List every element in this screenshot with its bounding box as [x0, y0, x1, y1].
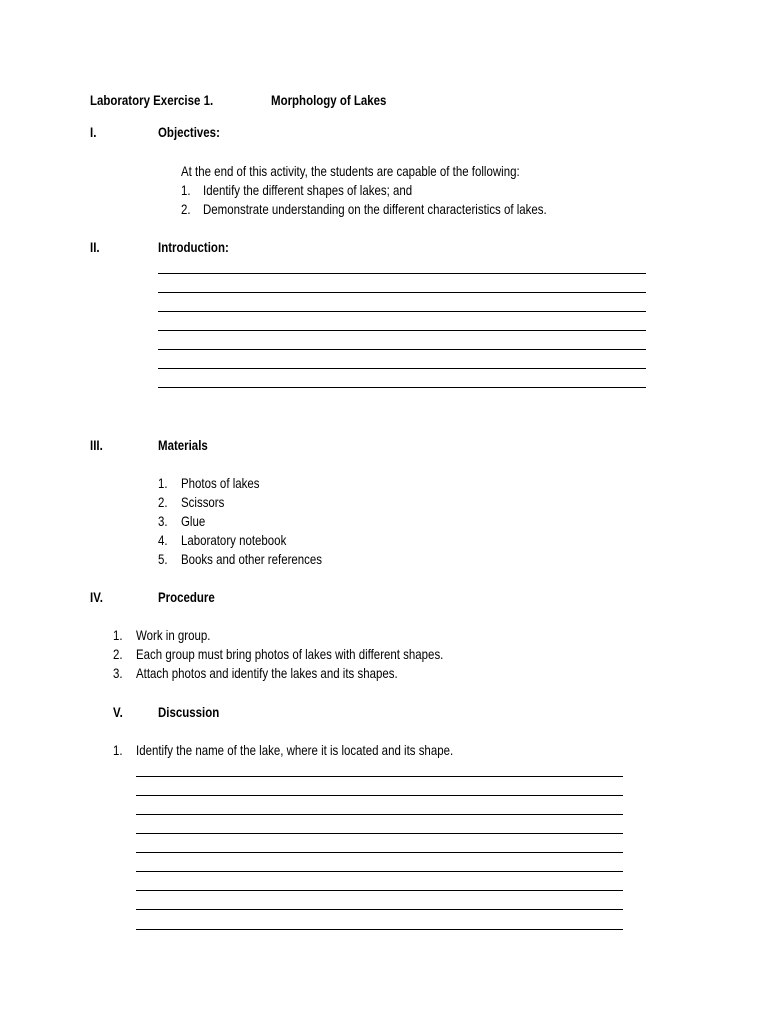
page-title: Morphology of Lakes — [271, 92, 387, 108]
answer-line — [136, 814, 623, 815]
answer-line — [136, 852, 623, 853]
list-item-number: 1. — [113, 627, 123, 643]
answer-line — [136, 833, 623, 834]
list-item-number: 1. — [181, 182, 191, 198]
list-item: Books and other references — [181, 551, 323, 567]
answer-line — [158, 349, 646, 350]
section-heading-discussion: Discussion — [158, 704, 220, 720]
answer-line — [158, 292, 646, 293]
list-item: Identify the different shapes of lakes; and — [203, 182, 413, 198]
answer-line — [158, 311, 646, 312]
list-item-number: 1. — [158, 475, 168, 491]
answer-line — [136, 890, 623, 891]
objectives-intro: At the end of this activity, the students are capable of the following: — [181, 163, 520, 179]
answer-line — [158, 330, 646, 331]
list-item: Attach photos and identify the lakes and its shapes. — [136, 665, 398, 681]
exercise-label: Laboratory Exercise 1. — [90, 92, 214, 108]
answer-line — [158, 368, 646, 369]
answer-line — [136, 795, 623, 796]
answer-line — [136, 776, 623, 777]
answer-line — [136, 909, 623, 910]
list-item-number: 3. — [113, 665, 123, 681]
list-item: Each group must bring photos of lakes with different shapes. — [136, 646, 444, 662]
list-item-number: 2. — [181, 201, 191, 217]
answer-line — [136, 871, 623, 872]
list-item-number: 4. — [158, 532, 168, 548]
list-item-number: 2. — [158, 494, 168, 510]
answer-line — [136, 929, 623, 930]
list-item-number: 5. — [158, 551, 168, 567]
section-numeral-discussion: V. — [113, 704, 123, 720]
answer-line — [158, 273, 646, 274]
list-item-number: 1. — [113, 742, 123, 758]
list-item: Laboratory notebook — [181, 532, 287, 548]
list-item: Work in group. — [136, 627, 211, 643]
section-numeral-materials: III. — [90, 437, 103, 453]
list-item: Glue — [181, 513, 206, 529]
section-numeral-procedure: IV. — [90, 589, 103, 605]
section-heading-procedure: Procedure — [158, 589, 215, 605]
answer-line — [158, 387, 646, 388]
section-numeral-objectives: I. — [90, 124, 97, 140]
list-item: Demonstrate understanding on the different characteristics of lakes. — [203, 201, 547, 217]
list-item-number: 3. — [158, 513, 168, 529]
list-item: Identify the name of the lake, where it is located and its shape. — [136, 742, 454, 758]
list-item: Scissors — [181, 494, 225, 510]
section-heading-objectives: Objectives: — [158, 124, 220, 140]
section-heading-introduction: Introduction: — [158, 239, 229, 255]
list-item: Photos of lakes — [181, 475, 260, 491]
section-numeral-introduction: II. — [90, 239, 100, 255]
section-heading-materials: Materials — [158, 437, 208, 453]
list-item-number: 2. — [113, 646, 123, 662]
